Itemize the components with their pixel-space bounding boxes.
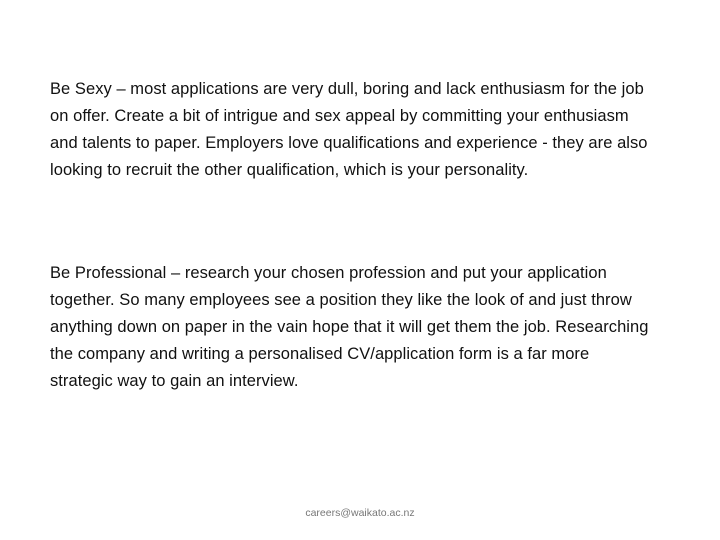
paragraph-be-sexy (50, 76, 650, 184)
footer-email: careers@waikato.ac.nz (305, 507, 415, 519)
paragraph-heading: Be Professional (50, 264, 167, 282)
paragraph-text: – research your chosen profession and put your application together. So many employees see a position they like the look of and just throw anything down on paper in the vain hope that it will get them the job. Researching the company and writing a personalised CV/application form is a far more strategic way to gain an interview. (50, 264, 649, 390)
paragraph-heading: Be Sexy (50, 80, 112, 98)
paragraph-text: – most applications are very dull, boring and lack enthusiasm for the job on offer. Create a bit of intrigue and sex appeal by committing your enthusiasm and talents to paper. Employers love qualifications and experience - they are also looking to recruit the other qualification, which is your personality. (50, 80, 648, 179)
paragraph-be-professional (50, 260, 650, 395)
